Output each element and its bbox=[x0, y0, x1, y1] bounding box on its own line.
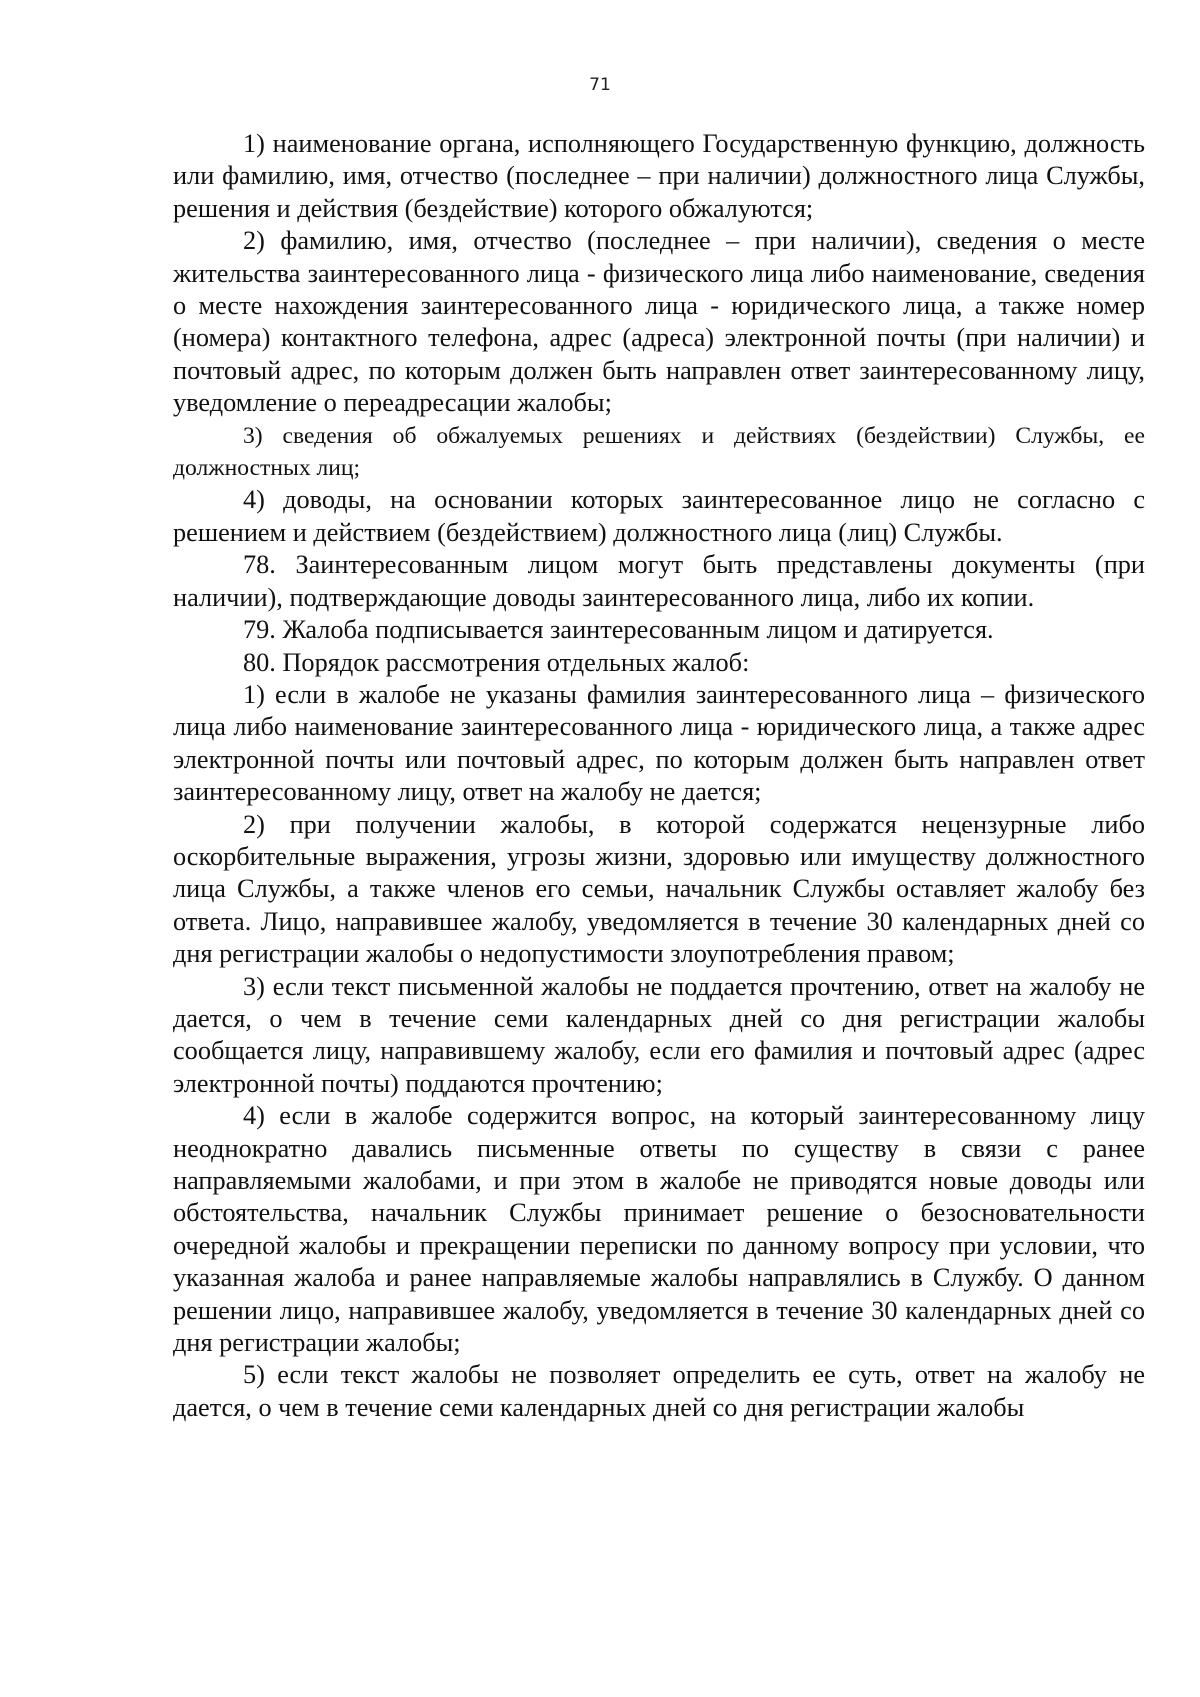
paragraph-subitem-1-no-name: 1) если в жалобе не указаны фамилия заинтересованного лица – физического лица либо наименование заинтересованного лица - юридического лица, а также адрес электронной почты или почтовый адрес, по которым должен быть направлен ответ заинтересованному лицу, ответ на жалобу не дается; bbox=[173, 679, 1145, 807]
paragraph-subitem-5-unclear: 5) если текст жалобы не позволяет определить ее суть, ответ на жалобу не дается, о чем в течение семи календарных дней со дня регистрации жалобы bbox=[173, 1360, 1145, 1422]
paragraph-item-4-arguments: 4) доводы, на основании которых заинтересованное лицо не согласно с решением и действием (бездействием) должностного лица (лиц) Службы. bbox=[173, 485, 1145, 547]
paragraph-item-2-applicant-details: 2) фамилию, имя, отчество (последнее – при наличии), сведения о месте жительства заинтересованного лица - физического лица либо наименование, сведения о месте нахождения заинтересованного лица - юридического лица, а также номер (номера) контактного телефона, адрес (адреса) электронной почты (при наличии) и почтовый адрес, по которым должен быть направлен ответ заинтересованному лицу, уведомление о переадресации жалобы; bbox=[173, 226, 1145, 418]
paragraph-subitem-4-repeated: 4) если в жалобе содержится вопрос, на который заинтересованному лицу неоднократно давались письменные ответы по существу в связи с ранее направляемыми жалобами, и при этом в жалобе не приводятся новые доводы или обстоятельства, начальник Службы принимает решение о безосновательности очередной жалобы и прекращении переписки по данному вопросу при условии, что указанная жалоба и ранее направляемые жалобы направлялись в Службу. О данном решении лицо, направившее жалобу, уведомляется в течение 30 календарных дней со дня регистрации жалобы; bbox=[173, 1101, 1145, 1358]
paragraph-clause-80: 80. Порядок рассмотрения отдельных жалоб: bbox=[243, 647, 750, 677]
document-body bbox=[173, 128, 1145, 1424]
paragraph-subitem-3-unreadable: 3) если текст письменной жалобы не поддается прочтению, ответ на жалобу не дается, о чем в течение семи календарных дней со дня регистрации жалобы сообщается лицу, направившему жалобу, если его фамилия и почтовый адрес (адрес электронной почты) поддаются прочтению; bbox=[173, 971, 1145, 1098]
paragraph-item-3-decisions: 3) сведения об обжалуемых решениях и действиях (бездействии) Службы, ее должностных лиц; bbox=[173, 422, 1145, 482]
paragraph-clause-78: 78. Заинтересованным лицом могут быть представлены документы (при наличии), подтверждающие доводы заинтересованного лица, либо их копии. bbox=[173, 550, 1145, 612]
page-number: 71 bbox=[589, 75, 611, 95]
paragraph-subitem-2-obscene: 2) при получении жалобы, в которой содержатся нецензурные либо оскорбительные выражения, угрозы жизни, здоровью или имуществу должностного лица Службы, а также членов его семьи, начальник Службы оставляет жалобу без ответа. Лицо, направившее жалобу, уведомляется в течение 30 календарных дней со дня регистрации жалобы о недопустимости злоупотребления правом; bbox=[173, 809, 1145, 969]
paragraph-clause-79: 79. Жалоба подписывается заинтересованным лицом и датируется. bbox=[243, 615, 994, 645]
paragraph-item-1-org-name: 1) наименование органа, исполняющего Государственную функцию, должность или фамилию, имя, отчество (последнее – при наличии) должностного лица Службы, решения и действия (бездействие) которого обжалуются; bbox=[173, 129, 1145, 223]
